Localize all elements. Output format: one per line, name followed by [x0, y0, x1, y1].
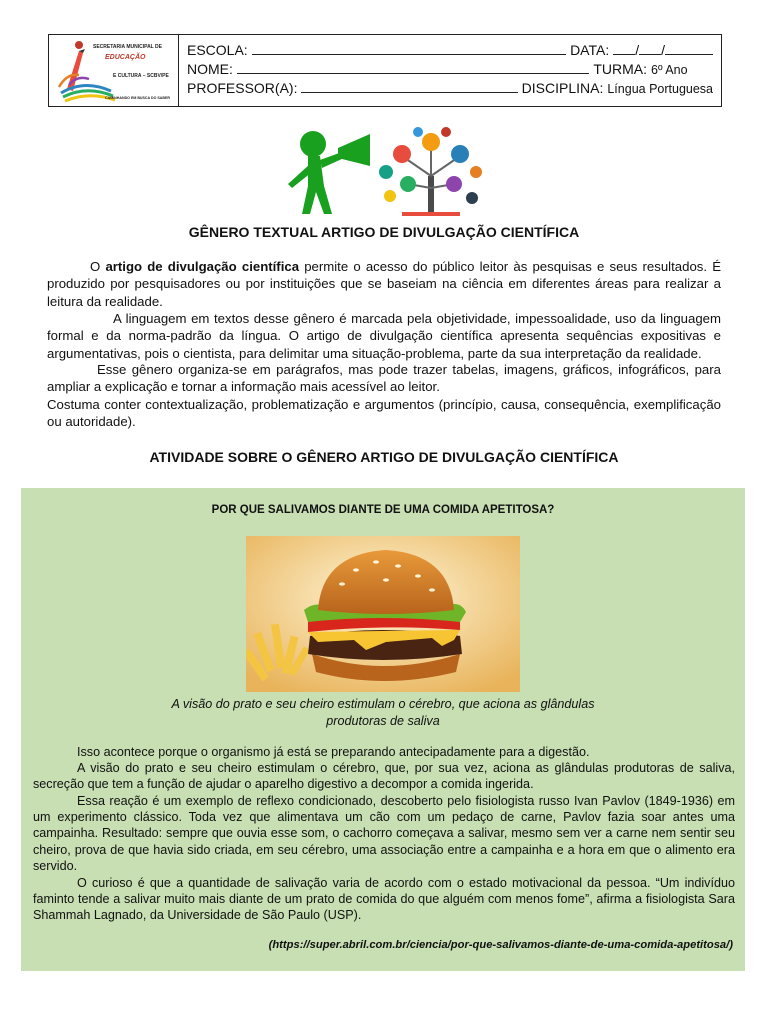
data-sep-1: /	[635, 42, 640, 58]
escola-label: ESCOLA:	[187, 42, 248, 58]
data-month-field[interactable]	[639, 41, 661, 55]
data-year-field[interactable]	[665, 41, 713, 55]
activity-title: ATIVIDADE SOBRE O GÊNERO ARTIGO DE DIVULGAÇÃO CIENTÍFICA	[149, 449, 619, 465]
professor-row	[187, 79, 713, 99]
turma-label: TURMA:	[593, 60, 647, 77]
intro-p1-bold: artigo de divulgação científica	[105, 259, 300, 274]
professor-field[interactable]	[301, 79, 517, 93]
article-title: POR QUE SALIVAMOS DIANTE DE UMA COMIDA APETITOSA?	[211, 504, 555, 516]
article-box	[21, 488, 745, 971]
school-logo-icon	[49, 35, 179, 106]
science-tree-icon	[379, 127, 482, 216]
burger-photo	[246, 536, 520, 692]
header-illustrations	[282, 126, 482, 218]
nome-label: NOME:	[187, 60, 233, 77]
article-paragraph-1: Isso acontece porque o organismo já está se preparando antecipadamente para a digestão.	[77, 745, 590, 759]
intro-paragraph-2: A linguagem em textos desse gênero é marcada pela objetividade, impessoalidade, uso da linguagem formal e da norma-padrão da língua. O artigo de divulgação científica apresenta sequências expositivas e argumentativas, pois o cientista, para delimitar uma situação-problema, parte da sua interpretação da realidade.	[47, 311, 721, 361]
intro-p1-start: O	[90, 259, 106, 274]
logo-line-2: EDUCAÇÃO	[105, 54, 146, 61]
main-title: GÊNERO TEXTUAL ARTIGO DE DIVULGAÇÃO CIENTÍFICA	[188, 224, 580, 240]
disciplina-value: Língua Portuguesa	[607, 82, 713, 96]
turma-value: 6º Ano	[651, 62, 688, 77]
intro-paragraph-1	[47, 258, 721, 310]
photo-caption: A visão do prato e seu cheiro estimulam o cérebro, que aciona as glândulas produtoras de saliva	[171, 697, 595, 728]
data-day-field[interactable]	[613, 41, 635, 55]
nome-field[interactable]	[237, 60, 589, 74]
data-sep-2: /	[661, 42, 665, 58]
source-link[interactable]: (https://super.abril.com.br/ciencia/por-que-salivamos-diante-de-uma-comida-apetitosa/)	[268, 939, 733, 951]
escola-row	[187, 41, 713, 60]
escola-field[interactable]	[252, 41, 566, 55]
article-paragraph-4: O curioso é que a quantidade de salivação varia de acordo com o estado motivacional da pessoa. “Um indivíduo faminto tende a salivar muito mais diante de um prato de comida do que alguém com menos fome”, afirma a fisiologista Sara Shammah Lagnado, da Universidade de São Paulo (USP).	[33, 876, 735, 923]
megaphone-figure-icon	[288, 131, 370, 214]
nome-row	[187, 60, 713, 80]
article-paragraph-3: Essa reação é um exemplo de reflexo condicionado, descoberto pelo fisiologista russo Ivan Pavlov (1849-1936) em um experimento clássico. Toda vez que alimentava um cão com um pedaço de carne, Pavlov fazia soar antes uma campainha. Resultado: sempre que ouvia esse som, o cachorro começava a salivar, mesmo sem ver a carne nem sentir seu cheiro, prova de que havia sido criada, em seu cérebro, uma associação entre a campainha e a hora em que o alimento era servido.	[33, 794, 735, 873]
professor-label: PROFESSOR(A):	[187, 80, 298, 96]
data-label: DATA:	[570, 42, 610, 58]
burger-illustration	[246, 536, 520, 692]
logo-line-3: E CULTURA – SCBV/PE	[113, 73, 169, 79]
intro-paragraph-3: Esse gênero organiza-se em parágrafos, mas pode trazer tabelas, imagens, gráficos, infográficos, para ampliar a explicação e tornar a informação mais acessível ao leitor.	[47, 362, 721, 395]
logo-line-4: CAMINHANDO EM BUSCA DO SABER	[105, 96, 170, 100]
header-box	[48, 34, 722, 107]
disciplina-label: DISCIPLINA:	[521, 80, 604, 96]
intro-p1-end: permite o acesso do público leitor às pesquisas e seus resultados. É produzido por pesquisadores ou por instituições que se baseiam na ciência em diferentes áreas para realizar a leitura da realidade.	[47, 259, 722, 309]
intro-paragraph-4: Costuma conter contextualização, problematização e argumentos (princípio, causa, consequência, exemplificação ou autoridade).	[47, 397, 721, 430]
logo-line-1: SECRETARIA MUNICIPAL DE	[93, 44, 162, 50]
article-paragraph-2: A visão do prato e seu cheiro estimulam o cérebro, que, por sua vez, aciona as glândulas produtoras de saliva, secreção que tem a função de ajudar o aparelho digestivo a decompor a comida ingerida.	[33, 761, 735, 792]
